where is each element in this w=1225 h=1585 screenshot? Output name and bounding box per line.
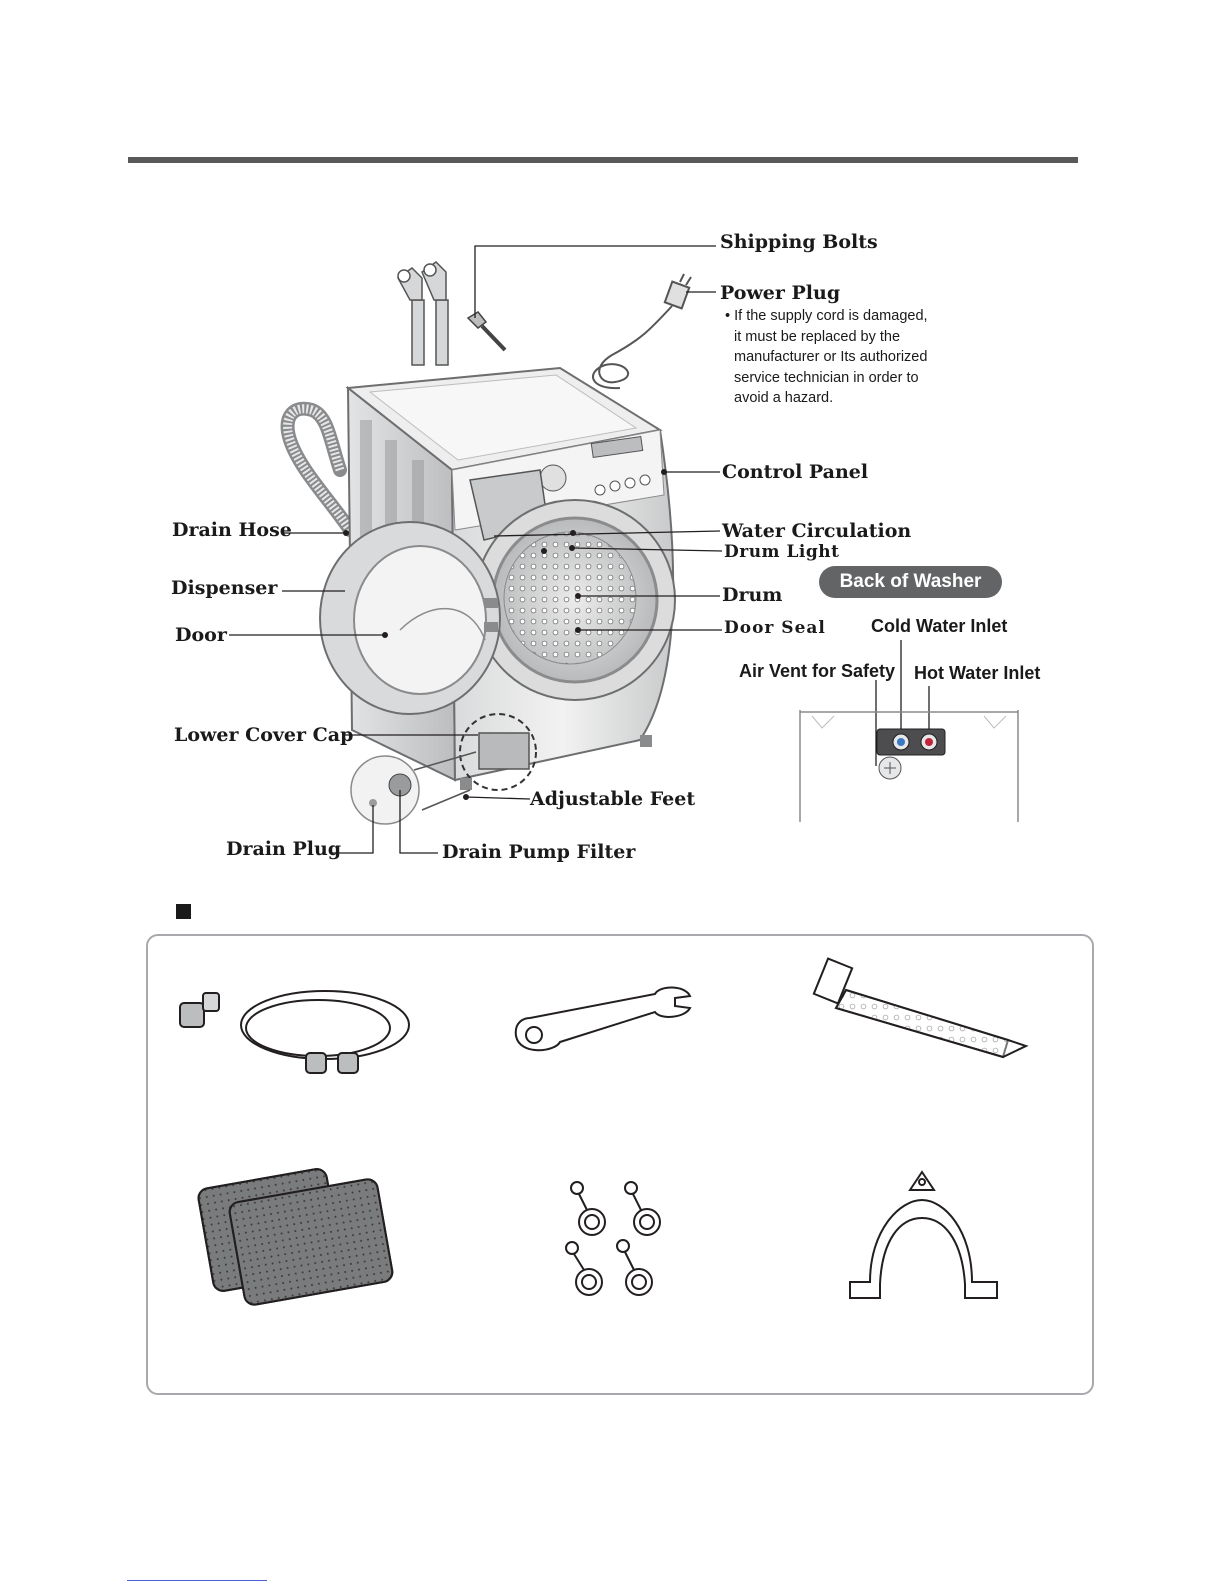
label-drain-hose: Drain Hose xyxy=(172,519,292,541)
back-of-washer-panel xyxy=(800,710,1018,822)
accessories-box xyxy=(146,934,1094,1395)
label-drum-light: Drum Light xyxy=(724,542,840,562)
note-line: service technician in order to xyxy=(734,369,919,386)
section-bullet-icon xyxy=(176,904,191,919)
note-line: it must be replaced by the xyxy=(734,328,901,345)
note-line: avoid a hazard. xyxy=(734,390,834,406)
note-line: • If the supply cord is damaged, xyxy=(725,308,928,324)
label-drum: Drum xyxy=(722,584,783,606)
label-hot-water-inlet: Hot Water Inlet xyxy=(914,663,1041,683)
label-control-panel: Control Panel xyxy=(722,461,869,483)
label-dispenser: Dispenser xyxy=(171,577,278,599)
label-water-circulation: Water Circulation xyxy=(722,520,912,542)
faucet-icon xyxy=(398,262,448,365)
label-power-plug: Power Plug xyxy=(720,282,841,304)
shipping-bolt-icon xyxy=(468,312,505,350)
label-lower-cover-cap: Lower Cover Cap xyxy=(174,724,354,746)
back-of-washer-badge: Back of Washer xyxy=(819,566,1002,598)
label-adjustable-feet: Adjustable Feet xyxy=(530,788,696,810)
power-plug-note xyxy=(725,306,950,409)
note-line: manufacturer or Its authorized xyxy=(734,349,928,365)
label-drain-plug: Drain Plug xyxy=(226,838,342,860)
label-shipping-bolts: Shipping Bolts xyxy=(720,231,878,253)
power-cord-icon xyxy=(593,274,691,388)
label-drain-pump-filter: Drain Pump Filter xyxy=(442,841,636,863)
label-door-seal: Door Seal xyxy=(724,618,826,638)
label-door: Door xyxy=(175,624,227,646)
label-cold-water-inlet: Cold Water Inlet xyxy=(871,616,1008,636)
label-air-vent: Air Vent for Safety xyxy=(739,661,896,681)
footer-link-underline xyxy=(127,1580,267,1581)
